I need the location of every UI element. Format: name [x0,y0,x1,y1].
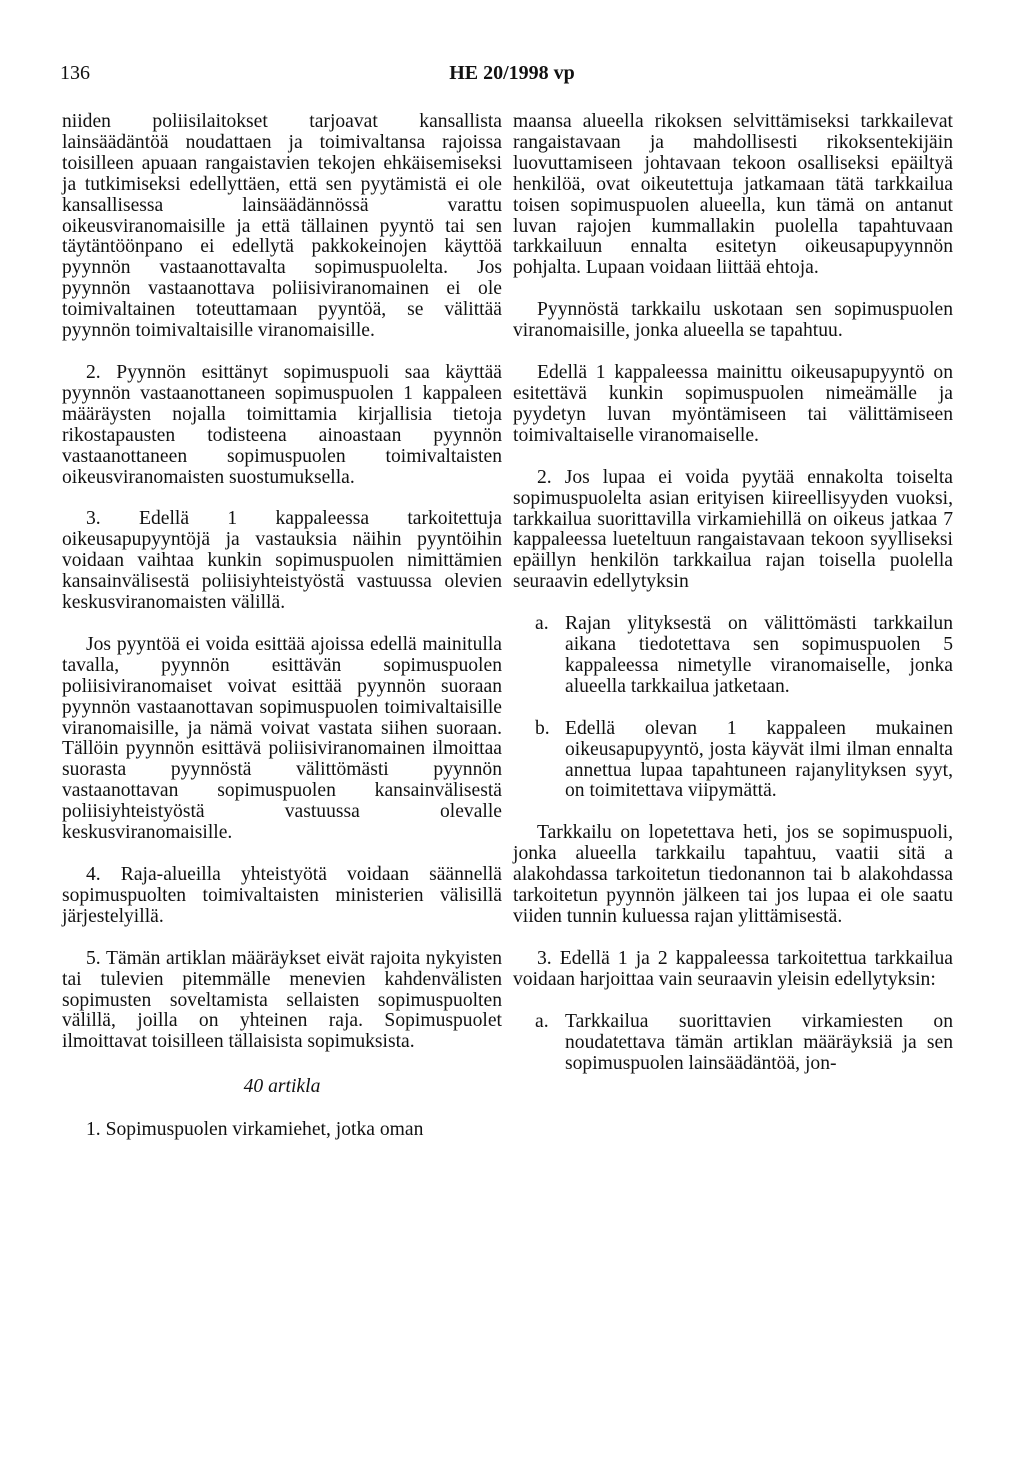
list-item [535,719,953,803]
paragraph: Tarkkailu on lopetettava heti, jos se sopimuspuoli, jonka alueella tarkkailu tapahtuu, vaatii sitä a alakohdassa tarkoitetun tiedonannon tai b alakohdassa tarkoitetun pyynnön jälkeen tai jos lupaa ei ole saatu viiden tunnin kuluessa rajan ylittämisestä. [513,822,953,927]
list-item-marker: b. [535,717,550,739]
paragraph: niiden poliisilaitokset tarjoavat kansallista lainsäädäntöä noudattaen ja toimivaltansa rajoissa toisilleen apuaan rangaistavien tekojen ehkäisemiseksi ja tutkimiseksi edellyttäen, että sen pyytämistä ei ole kansallisessa lainsäädännössä varattu oikeusviranomaisille ja että tällainen pyyntö tai sen täytäntöönpano ei edellytä pakkokeinojen käyttöä pyynnön vastaanottavalta sopimuspuolelta. Jos pyynnön vastaanottava poliisiviranomainen ei ole toimivaltainen toteuttamaan pyyntöä, se välittää pyynnön toimivaltaisille viranomaisille. [62,111,502,342]
paragraph: 5. Tämän artiklan määräykset eivät rajoita nykyisten tai tulevien pitemmälle menevien kahdenvälisten sopimusten soveltamista sellaisten sopimuspuolten välillä, joilla on yhteinen raja. Sopimuspuolet ilmoittavat toisilleen tällaisista sopimuksista. [62,947,502,1053]
paragraph: Pyynnöstä tarkkailu uskotaan sen sopimuspuolen viranomaisille, jonka alueella se tapahtuu. [513,299,953,342]
right-column [513,112,953,1095]
paragraph: 2. Pyynnön esittänyt sopimuspuoli saa käyttää pyynnön vastaanottaneen sopimuspuolen 1 kappaleen määräysten nojalla toimittamia kirjallisia tietoja rikostapausten todisteena ainoastaan pyynnön vastaanottaneen sopimuspuolen toimivaltaisten oikeusviranomaisten suostumuksella. [62,361,502,488]
paragraph: 2. Jos lupaa ei voida pyytää ennakolta toiselta sopimuspuolelta asian erityisen kiireellisyyden vuoksi, tarkkailua suorittavilla virkamiehillä on oikeus jatkaa 7 kappaleessa lueteltuun rangaistavaan tekoon syylliseksi epäillyn henkilön tarkkailua rajan toisella puolella seuraavin edellytyksin [513,466,953,593]
paragraph: maansa alueella rikoksen selvittämiseksi tarkkailevat rangaistavaan ja mahdollisesti rikoksentekijäin luovuttamiseen johtavaan tekoon osalliseksi epäiltyä henkilöä, ovat oikeutettuja jatkamaan tätä tarkkailua toisen sopimuspuolen alueella, kun tämä on antanut luvan rajojen kummallakin puolella tapahtuvaan tarkkailuun ennalta esitetyn oikeusapupyynnön pohjalta. Lupaan voidaan liittää ehtoja. [513,111,953,279]
paragraph: Edellä 1 kappaleessa mainittu oikeusapupyyntö on esitettävä kunkin sopimuspuolen nimeämälle ja pyydetyn luvan myöntämiseen tai välittämiseen toimivaltaiselle viranomaiselle. [513,362,953,446]
list-item-text: Edellä olevan 1 kappaleen mukainen oikeusapupyyntö, josta käyvät ilmi ilman ennalta annettua lupaa tapahtuneen rajanylityksen syyt, on toimitettava viipymättä. [565,717,953,802]
paragraph: 3. Edellä 1 kappaleessa tarkoitettuja oikeusapupyyntöjä ja vastauksia näihin pyyntöihin voidaan vaihtaa kunkin sopimuspuolen nimittämien kansainvälisestä poliisiyhteistyöstä vastuussa olevien keskusviranomaisten välillä. [62,508,502,614]
list-item-marker: a. [535,1010,549,1032]
left-column [62,112,502,1162]
page-number: 136 [60,62,90,84]
paragraph: 1. Sopimuspuolen virkamiehet, jotka oman [86,1119,424,1141]
list-item-text: Tarkkailua suorittavien virkamiesten on noudatettava tämän artiklan määräyksiä ja sen sopimuspuolen lainsäädäntöä, jon- [565,1010,953,1074]
running-header: HE 20/1998 vp [449,62,575,84]
list-item-text: Rajan ylityksestä on välittömästi tarkkailun aikana tiedotettava sen sopimuspuolen 5 kappaleessa nimetylle viranomaiselle, jonka alueella tarkkailua jatketaan. [565,613,953,697]
paragraph: 3. Edellä 1 ja 2 kappaleessa tarkoitettua tarkkailua voidaan harjoittaa vain seuraavin yleisin edellytyksin: [513,947,953,990]
paragraph: 4. Raja-alueilla yhteistyötä voidaan säännellä sopimuspuolten toimivaltaisten ministerien välisillä järjestelyillä. [62,864,502,927]
paragraph: Jos pyyntöä ei voida esittää ajoissa edellä mainitulla tavalla, pyynnön esittävän sopimuspuolen poliisiviranomaiset voivat esittää pyynnön suoraan pyynnön vastaanottavan sopimuspuolen toimivaltaisille viranomaisille, ja nämä voivat vastata siihen suoraan. Tällöin pyynnön esittävä poliisiviranomainen ilmoittaa suorasta pyynnöstä välittömästi pyynnön vastaanottavan sopimuspuolen kansainvälisestä poliisiyhteistyöstä vastuussa olevalle keskusviranomaisille. [62,633,502,844]
list-item [535,1012,953,1075]
list-item [535,614,953,698]
list-item-marker: a. [535,613,549,635]
article-title: 40 artikla [243,1076,321,1098]
